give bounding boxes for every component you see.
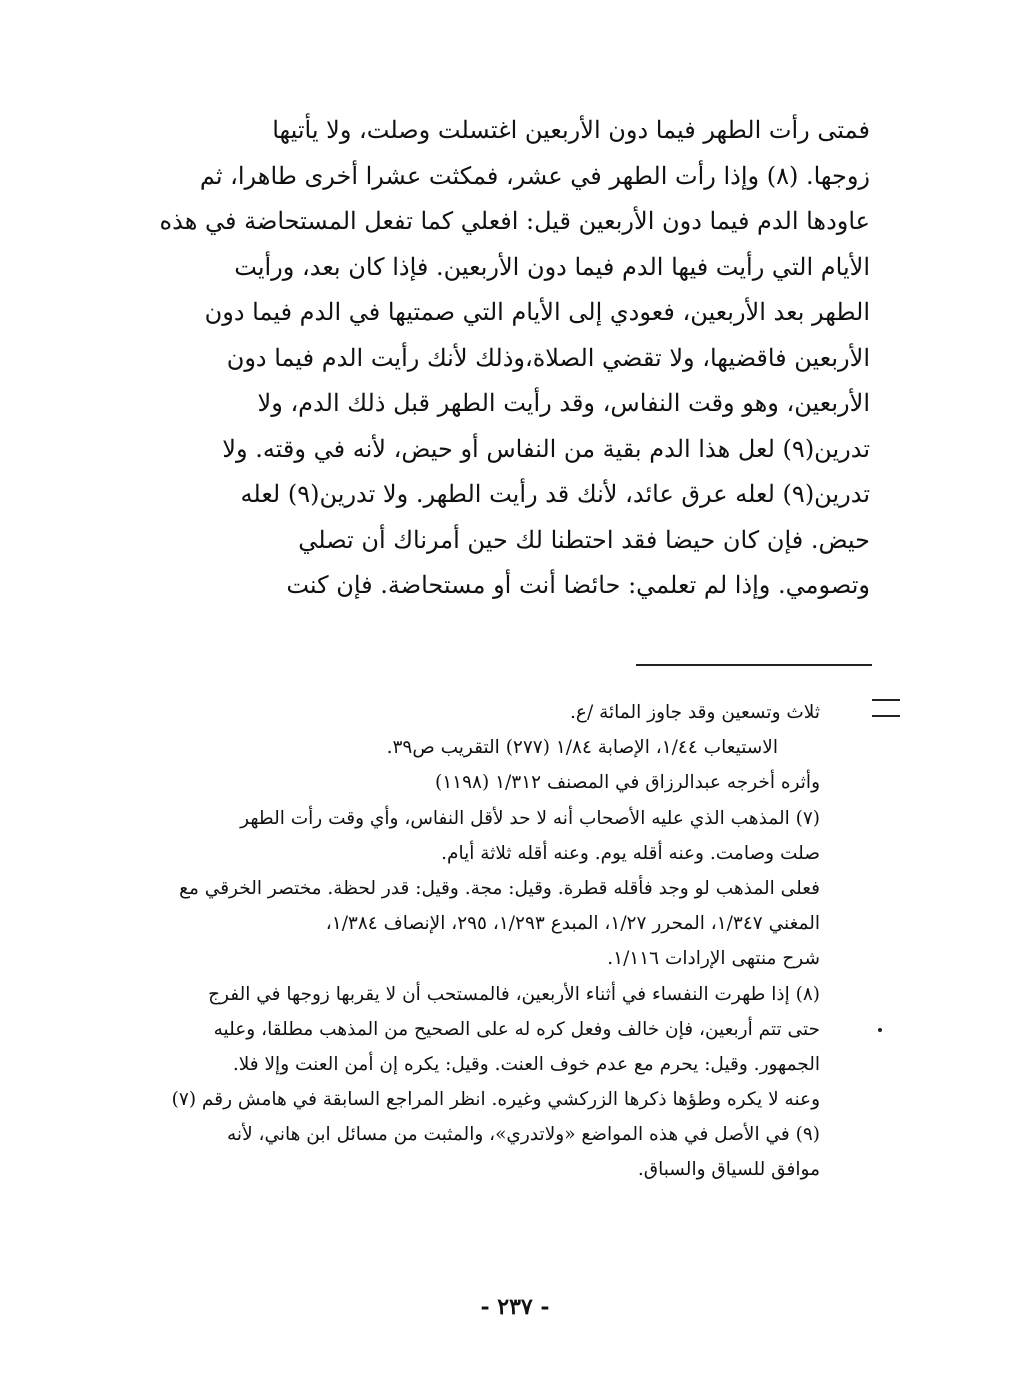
main-text-line: عاودها الدم فيما دون الأربعين قيل: افعلي كما تفعل المستحاضة في هذه	[160, 207, 870, 235]
main-text-line: الأربعين فاقضيها، ولا تقضي الصلاة،وذلك لأنك رأيت الدم فيما دون	[226, 343, 870, 372]
footnotes-block	[160, 695, 820, 1188]
page-number: - ٢٣٧ -	[480, 1294, 550, 1320]
footnote-line: فعلى المذهب لو وجد فأقله قطرة. وقيل: مجة. وقيل: قدر لحظة. مختصر الخرقي مع	[179, 877, 820, 899]
footnote-line: صلت وصامت. وعنه أقله يوم. وعنه أقله ثلاثة أيام.	[441, 842, 820, 864]
main-text-line: تدرين(٩) لعل هذا الدم بقية من النفاس أو حيض، لأنه في وقته. ولا	[222, 434, 870, 463]
footnote-line: وأثره أخرجه عبدالرزاق في المصنف ١/٣١٢ (١١٩٨)	[435, 772, 820, 794]
main-text-line: زوجها. (٨) وإذا رأت الطهر في عشر، فمكثت عشرا أخرى طاهرا، ثم	[199, 161, 870, 190]
main-text-line: الأيام التي رأيت فيها الدم فيما دون الأربعين. فإذا كان بعد، ورأيت	[234, 252, 870, 281]
footnote-line: وعنه لا يكره وطؤها ذكرها الزركشي وغيره. انظر المراجع السابقة في هامش رقم (٧)	[171, 1089, 820, 1111]
main-text-line: تدرين(٩) لعله عرق عائد، لأنك قد رأيت الطهر. ولا تدرين(٩) لعله	[240, 480, 870, 508]
continuation-mark-icon	[872, 699, 900, 717]
main-text-line: فمتى رأت الطهر فيما دون الأربعين اغتسلت وصلت، ولا يأتيها	[272, 116, 870, 144]
main-text-line: الطهر بعد الأربعين، فعودي إلى الأيام التي صمتيها في الدم فيما دون	[204, 298, 870, 326]
footnote-line: حتى تتم أربعين، فإن خالف وفعل كره له على الصحيح من المذهب مطلقا، وعليه	[213, 1018, 820, 1040]
footnote-line: (٩) في الأصل في هذه المواضع «ولاتدري»، والمثبت من مسائل ابن هاني، لأنه	[227, 1124, 820, 1146]
main-text-line: الأربعين، وهو وقت النفاس، وقد رأيت الطهر قبل ذلك الدم، ولا	[257, 389, 870, 417]
footnote-separator-rule	[636, 664, 872, 666]
footnote-line: المغني ١/٣٤٧، المحرر ١/٢٧، المبدع ١/٢٩٣، ٢٩٥، الإنصاف ١/٣٨٤،	[325, 913, 820, 935]
footnote-line: (٧) المذهب الذي عليه الأصحاب أنه لا حد لأقل النفاس، وأي وقت رأت الطهر	[240, 807, 820, 829]
main-text-block	[160, 108, 870, 609]
margin-dot-mark	[878, 1028, 882, 1032]
main-text-line: حيض. فإن كان حيضا فقد احتطنا لك حين أمرناك أن تصلي	[298, 525, 870, 554]
footnote-line: موافق للسياق والسباق.	[637, 1159, 820, 1181]
footnote-line: الجمهور. وقيل: يحرم مع عدم خوف العنت. وقيل: يكره إن أمن العنت وإلا فلا.	[232, 1053, 820, 1075]
main-text-line: وتصومي. وإذا لم تعلمي: حائضا أنت أو مستحاضة. فإن كنت	[286, 571, 870, 599]
footnote-line: (٨) إذا طهرت النفساء في أثناء الأربعين، فالمستحب أن لا يقربها زوجها في الفرج	[208, 983, 820, 1005]
footnote-line: الاستيعاب ١/٤٤، الإصابة ١/٨٤ (٢٧٧) التقريب ص٣٩.	[386, 737, 778, 759]
footnote-line: ثلاث وتسعين وقد جاوز المائة /ع.	[570, 702, 820, 723]
footnote-line: شرح منتهى الإرادات ١/١١٦.	[607, 948, 820, 970]
